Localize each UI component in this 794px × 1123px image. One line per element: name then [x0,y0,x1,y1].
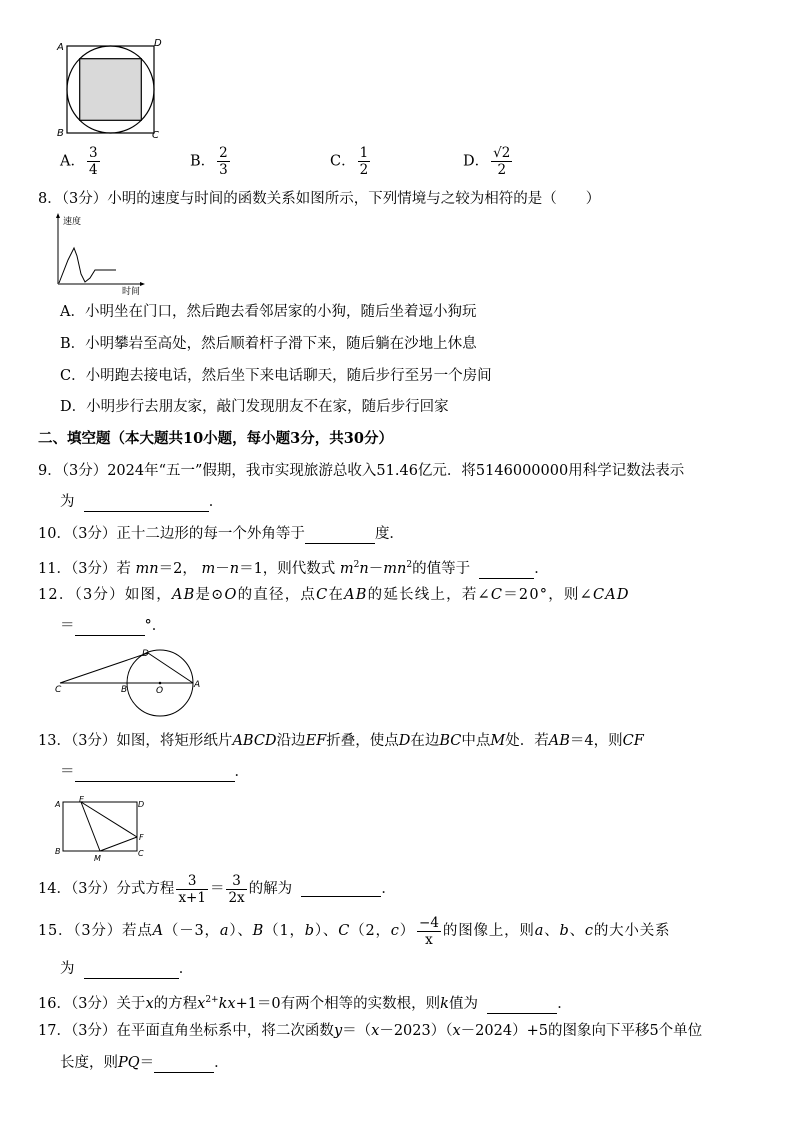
q8-option-d: D．小明步行去朋友家，敲门发现朋友不在家，随后步行回家 [60,399,449,415]
q8-graph [50,212,150,296]
q15-line1: 15．（3分）若点A（－3，a）、B（1，b）、C（2，c） $\frac{-4}{x}$ 的图像上，则a、b、c的大小关系 [38,914,671,948]
q12-line1: 12．（3分）如图，AB是⊙O的直径，点C在AB的延长线上，若∠C＝20°，则∠CAD [38,587,630,603]
q14: 14．（3分）分式方程 $\frac{3}{x+1}$ ＝ $\frac{3}{2x}$ 的解为 ． [38,872,396,906]
q8-option-a: A．小明坐在门口，然后跑去看邻居家的小狗，随后坐着逗小狗玩 [60,304,477,320]
q9-answer-blank[interactable] [84,497,209,512]
q8-option-c: C．小明跑去接电话，然后坐下来电话聊天，随后步行至另一个房间 [60,368,492,384]
q12-line2: ＝ °． [60,618,167,634]
q15-answer-blank[interactable] [84,964,179,979]
q17-answer-blank[interactable] [154,1058,214,1073]
q7-option-a: A． $\frac{3}{4}$ [60,145,98,178]
section-2-heading: 二、填空题（本大题共10小题，每小题3分，共30分） [38,430,393,447]
label-d: D [138,800,145,809]
label-a: A [55,800,61,809]
label-c: C [138,849,144,858]
q12-figure [52,645,212,723]
q17-line2: 长度，则PQ＝ ． [60,1055,229,1071]
q12-answer-blank[interactable] [75,621,145,636]
label-d: D [142,649,149,659]
q8-option-b: B．小明攀岩至高处，然后顺着杆子滑下来，随后躺在沙地上休息 [60,336,477,352]
q10-answer-blank[interactable] [305,529,375,544]
label-b: B [57,128,64,139]
label-d: D [154,38,162,49]
q10: 10．（3分）正十二边形的每一个外角等于 度． [38,526,404,542]
q16-answer-blank[interactable] [487,999,557,1014]
label-c: C [152,130,159,141]
label-b: B [55,847,61,856]
q17-line1: 17．（3分）在平面直角坐标系中，将二次函数y＝（x－2023）（x－2024）+5的图象向下平移5个单位 [38,1023,703,1039]
q14-answer-blank[interactable] [301,882,381,897]
q13-line2: ＝ ． [60,764,249,780]
q11: 11．（3分）若 mn＝2， m－n＝1，则代数式 $m^2n-mn^2$的值等于 ． [38,560,549,577]
q8-stem: 8．（3分）小明的速度与时间的函数关系如图所示，下列情境与之较为相符的是（ ） [38,191,601,207]
q9-line2: 为 ． [60,494,224,510]
label-a: A [194,680,201,690]
q13-answer-blank[interactable] [75,767,235,782]
label-e: E [79,795,85,804]
q11-answer-blank[interactable] [479,564,534,579]
q7-figure [52,36,167,142]
label-m: M [94,854,101,863]
label-f: F [139,833,144,842]
q9-line1: 9．（3分）2024年“五一”假期，我市实现旅游总收入51.46亿元．将5146000000用科学记数法表示 [38,463,685,479]
label-o: O [156,686,164,696]
q15-line2: 为 ． [60,961,194,977]
q7-option-b: B． $\frac{2}{3}$ [190,145,228,178]
label-b: B [121,685,128,695]
axis-speed-label: 速度 [63,217,82,227]
q16: 16．（3分）关于x的方程$x^{2+}kx+1=0$有两个相等的实数根，则k值为 ． [38,995,572,1012]
q13-line1: 13．（3分）如图，将矩形纸片ABCD沿边EF折叠，使点D在边BC中点M处．若AB＝4，则CF [38,733,644,749]
q13-figure [52,795,152,863]
q7-option-d: D． $\frac{√2}{2}$ [463,145,511,178]
label-c: C [55,685,62,695]
label-a: A [57,42,64,53]
q7-option-c: C． $\frac{1}{2}$ [330,145,369,178]
axis-time-label: 时间 [122,287,141,296]
